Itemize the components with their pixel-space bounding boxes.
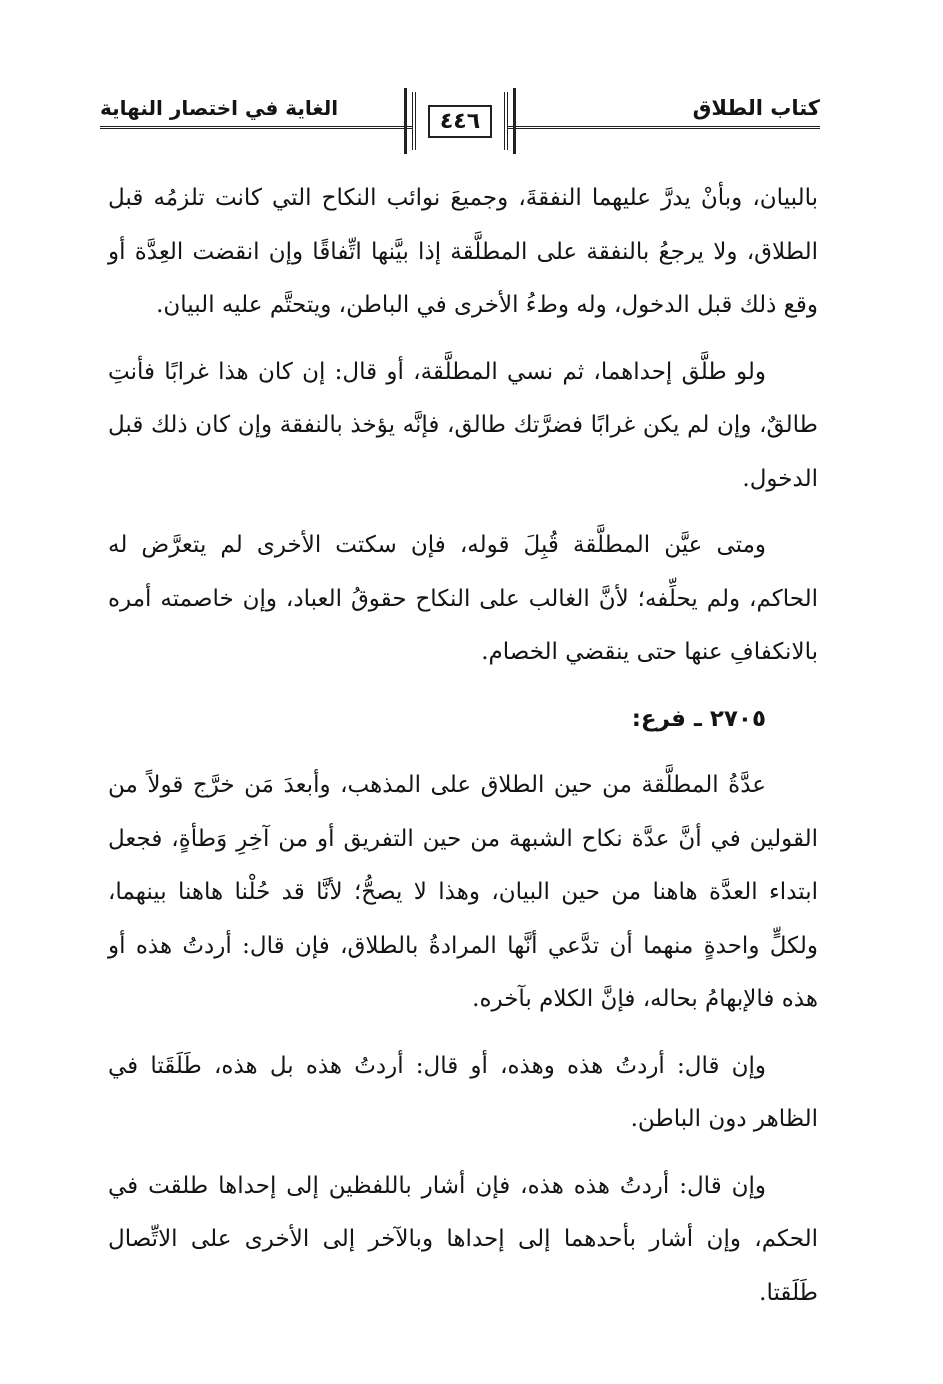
running-title-book: كتاب الطلاق: [692, 96, 820, 120]
page-body: [108, 172, 818, 1333]
page-header: [100, 92, 820, 162]
paragraph: ولو طلَّق إحداهما، ثم نسي المطلَّقة، أو قال: إن كان هذا غرابًا فأنتِ طالقٌ، وإن لم يكن غرابًا فضرَّتك طالق، فإنَّه يؤخذ بالنفقة وإن كان ذلك قبل الدخول.: [108, 358, 818, 492]
page-number-frame: [412, 92, 508, 150]
paragraph: عدَّةُ المطلَّقة من حين الطلاق على المذهب، وأبعدَ مَن خرَّج قولاً من القولين في أنَّ عدَّة نكاح الشبهة من حين التفريق أو من آخِرِ وَطأةٍ، فجعل ابتداء العدَّة هاهنا من حين البيان، وهذا لا يصحُّ؛ لأنَّا قد حُلْنا هاهنا بينهما، ولكلٍّ واحدةٍ منهما أن تدَّعي أنَّها المرادةُ بالطلاق، فإن قال: أردتُ هذه أو هذه فالإبهامُ بحاله، فإنَّ الكلام بآخره.: [108, 772, 818, 1012]
paragraph: ومتى عيَّن المطلَّقة قُبِلَ قوله، فإن سكتت الأخرى لم يتعرَّض له الحاكم، ولم يحلِّفه؛ لأنَّ الغالب على النكاح حقوقُ العباد، وإن خاصمته أمره بالانكفافِ عنها حتى ينقضي الخصام.: [108, 532, 818, 665]
page-number: ٤٤٦: [428, 105, 492, 138]
section-heading: ٢٧٠٥ ـ فرع:: [631, 705, 766, 732]
running-title-work: الغاية في اختصار النهاية: [100, 96, 339, 120]
paragraph: وإن قال: أردتُ هذه وهذه، أو قال: أردتُ هذه بل هذه، طَلَقَتا في الظاهر دون الباطن.: [108, 1052, 818, 1132]
paragraph: بالبيان، وبأنْ يدرَّ عليهما النفقةَ، وجميعَ نوائب النكاح التي كانت تلزمُه قبل الطلاق، ولا يرجعُ بالنفقة على المطلَّقة إذا بيَّنها اتِّفاقًا وإن انقضت العِدَّة أو وقع ذلك قبل الدخول، وله وطءُ الأخرى في الباطن، ويتحتَّم عليه البيان.: [108, 185, 818, 318]
paragraph: وإن قال: أردتُ هذه هذه، فإن أشار باللفظين إلى إحداها طلقت في الحكم، وإن أشار بأحدهما إلى إحداها وبالآخر إلى الأخرى على الاتِّصال طَلَقتا.: [108, 1172, 818, 1306]
